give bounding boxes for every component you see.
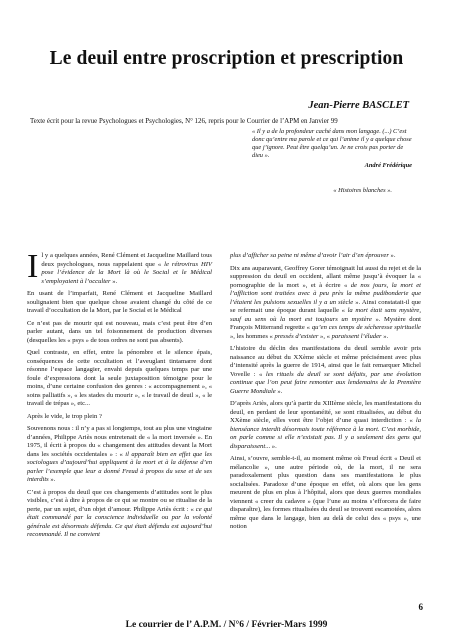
right-column [230,252,421,536]
epigraph-source: « Histoires blanches ». [333,187,392,194]
text: L’histoire du déclin des manifestations du deuil semble avoir pris naissance au début du XXème siècle et même précisément avec plus d’intensité après la guerre de 1914, ainsi que le fait remarquer Michel Vovelle : « [230,345,421,378]
quote-text: qu’en ces temps de sécheresse spirituelle [311,324,421,331]
text: ... ». [265,442,277,450]
epigraph [252,128,412,170]
paragraph: En usant de l’imparfait, René Clément et Jacqueline Maillard soulignaient bien que quelque chose avaient changé du côté de ce travail d’occultation de la Mort, par le Social et le Médical [27,290,212,314]
quote-text: il apparaît bien en effet que les sociologues d’aujourd’hui appliquent à la mort et à la défense d’en parler l’exemple que leur a donné Freud à propos du sexe et de ses interdits [27,450,212,483]
text: ». [381,332,389,340]
paragraph: Après le vide, le trop plein ? [27,412,102,420]
drop-cap: I [27,248,39,285]
paragraph [230,345,421,396]
quote-text: ce qui était commandé par la conscience individuelle ou par la volonté générale est désormais défendu. Ce qui était défendu est aujourd’hui recommandé. Il ne convient [27,505,212,538]
paragraph: Quel contraste, en effet, entre la pénombre et le silence épais, conséquences de cette occultation et l’aveuglant tintamarre dont résonne l’espace langagier, envahi depuis quelques temps par une foule d’expressions dont la seule juxtaposition témoigne pour le moins, d’une certaine confusion des genres : « accompagnement », « soins palliatifs », « les stades du mourir », « le travail de deuil », « le travail de trépas », etc... [27,349,212,407]
author-name: Jean-Pierre BASCLET [308,100,409,111]
text: Souvenons nous : il n’y a pas si longtemps, tout au plus une vingtaine d’années, Philippe Ariès nous entretenait de « la mort inversée ». En 1975, il écrit à propos du « changement des attitudes devant la Mort dans les sociétés occidentales » : « [27,425,212,458]
text: ». [48,476,56,483]
text: ». Ainsi constatait-il que se refermait une époque durant laquelle « [230,298,421,314]
article-title: Le deuil entre proscription et prescription [49,48,404,69]
text: C’est à propos du deuil que ces changements d’attitudes sont le plus visibles, c’est à dire à propos de ce qui se montre ou se ritualise de la perte, par un sujet, d’un objet d’amour. Philippe Ariès écrit : « [27,488,212,513]
text: », les hommes « [230,332,275,340]
epigraph-signature: André Frédérique [364,162,412,169]
text: ». [275,387,283,395]
left-column [27,248,212,544]
text: l y a quelques années, René Clément et Jacqueline Maillard tous deux psychologues, nous rappelaient que « [41,252,212,268]
text: ». [388,252,396,259]
quote-text: le rétrovirus HIV pose l’évidence de la Mort là où le Social et le Médical s’employaient à l’occulter [41,260,212,285]
page-footer: Le courrier de l’ A.P.M. / N°6 / Février-Mars 1999 [125,620,328,630]
text: ». [110,277,118,285]
paragraph [230,252,421,261]
paragraph [230,265,421,342]
paragraph [230,400,421,451]
paragraph [27,425,212,485]
epigraph-quote: « Il y a de la profondeur caché dans mon langage. (...) C’est donc qu’entre ma parole et ce qui l’anime il y a quelque chose que j’ignore. Peut être quelqu’un. Je ne crois pas porter de dieu ». [252,128,412,159]
text: D’après Ariès, alors qu’à partir du XIIIème siècle, les manifestations du deuil, en perdant de leur spontanéité, se sont ritualisées, au début du XXème siècle, elles vont être l’objet d’une quasi interdiction : « [230,400,421,424]
paragraph [27,248,212,286]
paragraph: Ainsi, s’ouvre, semble-t-il, au moment même où Freud écrit « Deuil et mélancolie », une autre période où, de la mort, il ne sera paradoxalement plus question dans ses manifestations le plus socialisées. Paradoxe d’une époque en effet, où alors que les gens meurent de plus en plus à l’hôpital, alors que deux guerres mondiales viennent « creer du cadavre » (que l’une au moins s’efforcera de faire disparaître), les formes ritualisées du deuil se trouvent escamotées, alors même que dans le langage, bien au delà de celui des « psys », une notion [230,455,421,530]
quote-text: paraissent l’éluder [331,332,382,340]
page-number: 6 [418,602,423,612]
quote-text: les rituels du deuil se sont défaits, par une évolution continue que l’on peut faire remonter aux lendemains de la Première Guerre Mondiale [230,370,421,395]
paragraph: Ce n’est pas de mourir qui est nouveau, mais c’est peut être d’en parler autant, dans un tel foisonnement de production diverses (desquelles les « psys » de tous ordres ne sont pas absents). [27,319,212,344]
quote-text: de nos jours, la mort et l’affliction sont traitées avec à peu près la même pudibonderie que l’étaient les pulsions sexuelles il y a un siècle [230,281,422,306]
quote-text: la mort était sans mystère, sauf au sens où la mort est toujours un mystère [230,307,421,323]
text: », « [318,332,332,340]
intro-note: Texte écrit pour la revue Psychologues et Psychologies, N° 126, repris pour le Courrier de l’APM en Janvier 99 [30,118,338,125]
text: ». Mystère dont François Mitterrand regrette « [230,315,421,331]
text: Dix ans auparavant, Geoffrey Gorer témoignait lui aussi du rejet et de la suppression du deuil en occident, allant même jusqu’à évoquer la « pornographie de la mort », et à écrire « [230,264,421,289]
paragraph [27,489,212,540]
quote-text: plus d’afficher sa peine ni même d’avoir l’air d’en éprouver [230,252,389,259]
quote-text: la bienséance interdit désormais toute référence à la mort. C’est morbide, on parle comme si elle n’existait pas. Il y a seulement des gens qui disparaissent [230,417,421,450]
quote-text: pressés d’exister [274,332,319,340]
